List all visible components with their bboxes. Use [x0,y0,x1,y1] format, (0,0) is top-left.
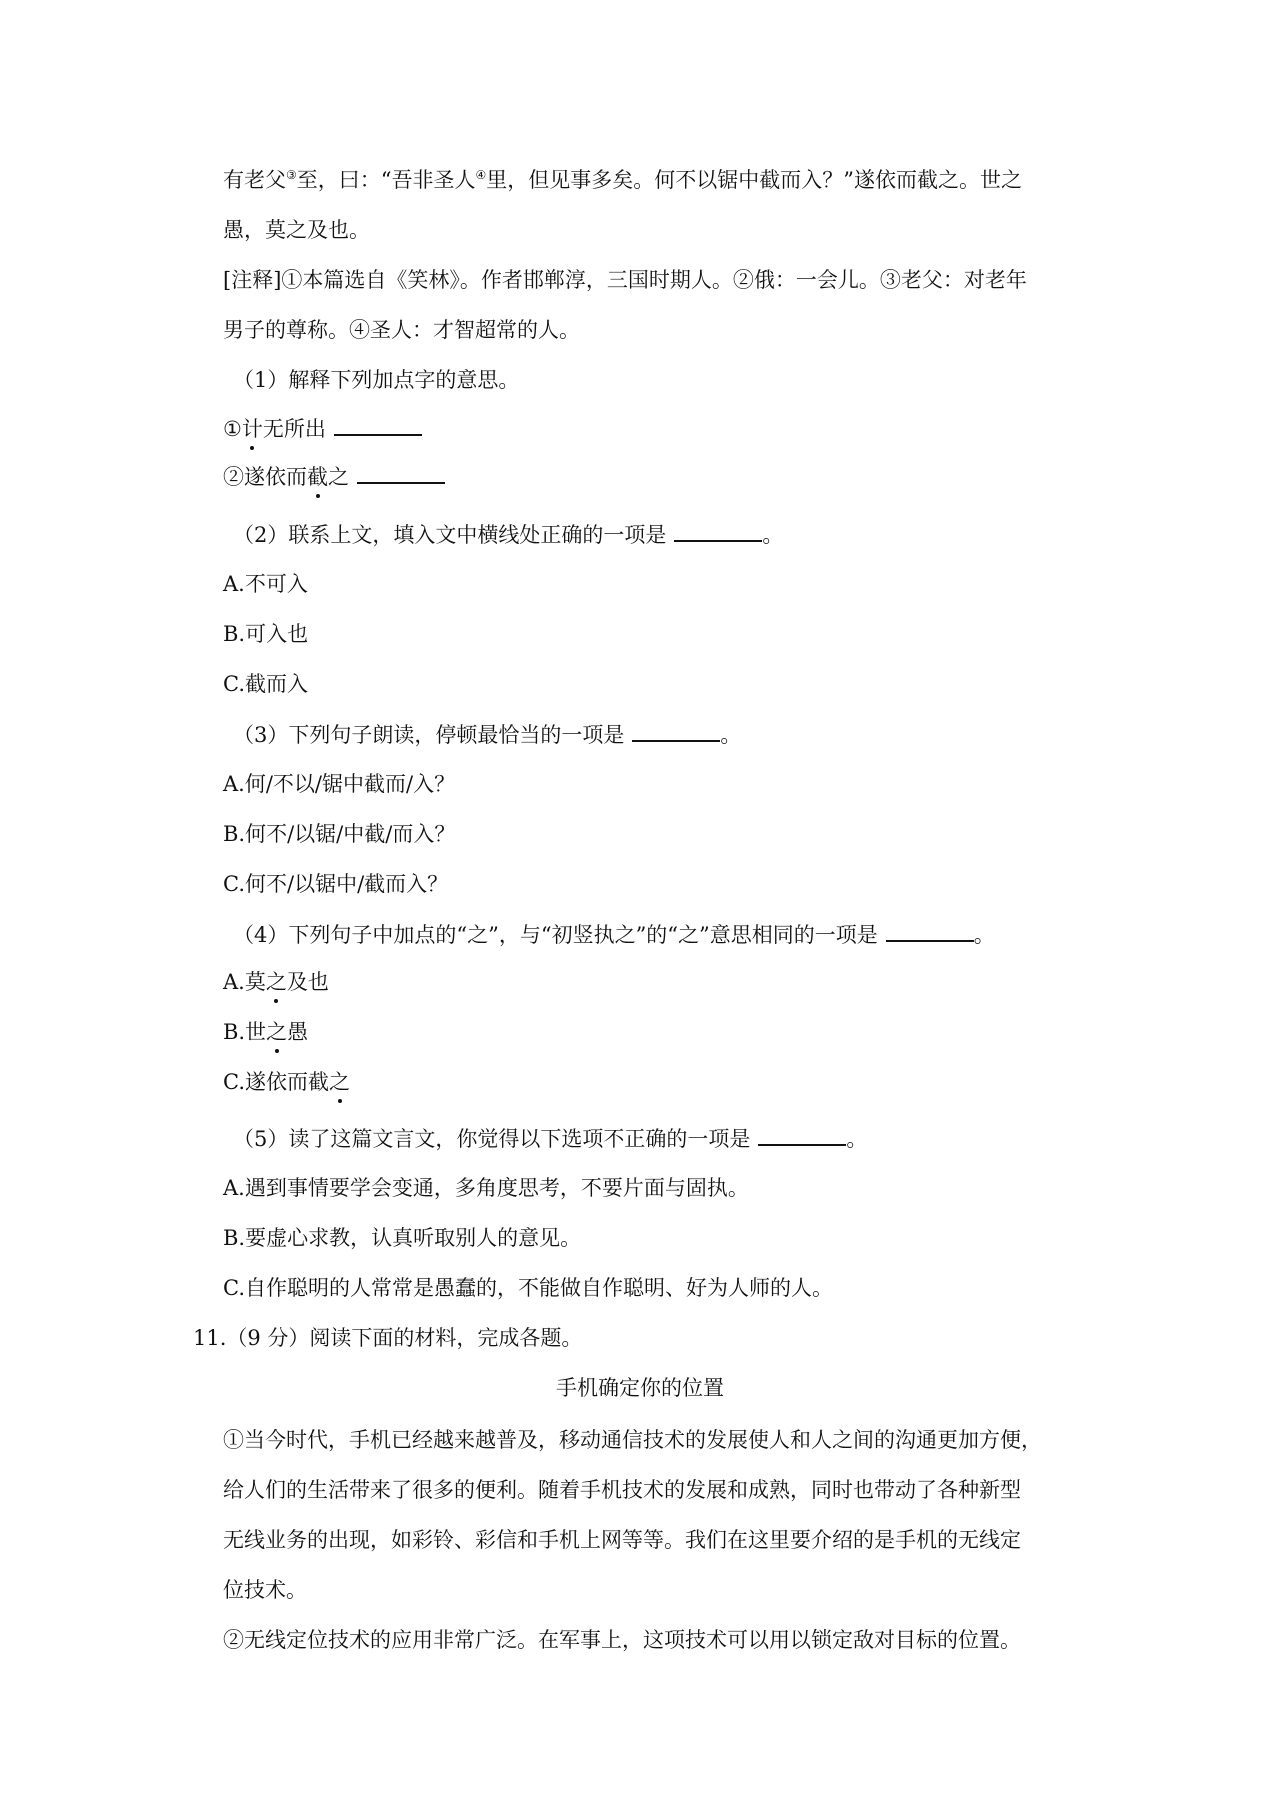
q1-item-1 [223,414,422,443]
footnote-marker: ④ [475,168,487,182]
q5-option-a: A.遇到事情要学会变通，多角度思考，不要片面与固执。 [223,1176,749,1200]
q5-option-c: C.自作聪明的人常常是愚蠢的，不能做自作聪明、好为人师的人。 [223,1276,833,1300]
q3-option-b: B.何不/以锯/中截/而入？ [223,822,456,846]
q4-option-b [223,1018,308,1046]
q3-option-c: C.何不/以锯中/截而入？ [223,872,449,896]
emphasis-dot-char: 之 [329,1070,350,1094]
q4-stem-text: （4）下列句子中加点的“之”，与“初竖执之”的“之”意思相同的一项是 [233,923,878,947]
emphasis-dot-char: 截 [307,465,328,489]
q4-option-b-post: 愚 [287,1020,309,1044]
passage-line-2: 愚，莫之及也。 [223,218,370,242]
answer-blank[interactable] [674,520,762,542]
q2-stem-text: （2）联系上文，填入文中横线处正确的一项是 [233,523,667,547]
q4-option-c [223,1068,350,1096]
q2-option-c: C.截而入 [223,672,308,696]
q1-stem: （1）解释下列加点字的意思。 [233,368,520,392]
article-p1-line-1: ①当今时代，手机已经越来越普及，移动通信技术的发展使人和人之间的沟通更加方便， [223,1428,1042,1452]
q2-option-b: B.可入也 [223,622,309,646]
emphasis-dot-char: 之 [266,1020,288,1044]
q11-header: 11.（9 分）阅读下面的材料，完成各题。 [193,1326,583,1350]
q4-stem [233,920,995,949]
q5-stem [233,1124,867,1153]
q4-option-a-post: 及也 [286,970,329,994]
q1-item-1-pre: ① [223,417,242,441]
emphasis-dot-char: 之 [265,970,287,994]
answer-blank[interactable] [334,414,422,436]
passage-text: 里，但见事多矣。何不以锯中截而入？”遂依而截之。世之 [486,168,1023,192]
article-p1-line-4: 位技术。 [223,1578,307,1602]
q5-stem-end: 。 [846,1127,868,1151]
footnote-marker: ③ [286,168,297,182]
q4-option-a [223,968,329,996]
q1-item-1-post: 无所出 [262,417,326,441]
article-p2-line-1: ②无线定位技术的应用非常广泛。在军事上，这项技术可以用以锁定敌对目标的位置。 [223,1628,1021,1652]
emphasis-dot-char: 计 [241,417,263,441]
q3-stem [233,720,741,749]
q3-option-a: A.何/不以/锯中截而/入？ [223,772,456,796]
q5-option-b: B.要虚心求教，认真听取别人的意见。 [223,1226,582,1250]
annotation-line-2: 男子的尊称。④圣人：才智超常的人。 [223,318,580,342]
q2-stem [233,520,783,549]
answer-blank[interactable] [357,462,445,484]
answer-blank[interactable] [886,920,974,942]
q4-option-b-pre: B.世 [223,1020,267,1044]
article-p1-line-3: 无线业务的出现，如彩铃、彩信和手机上网等等。我们在这里要介绍的是手机的无线定 [223,1528,1021,1552]
q4-option-c-pre: C.遂依而截 [223,1070,329,1094]
q2-option-a: A.不可入 [223,572,308,596]
passage-text: 有老父 [223,168,286,192]
passage-line-1 [223,166,1022,194]
q5-stem-text: （5）读了这篇文言文，你觉得以下选项不正确的一项是 [233,1127,751,1151]
q3-stem-text: （3）下列句子朗读，停顿最恰当的一项是 [233,723,625,747]
q2-stem-end: 。 [762,523,784,547]
q1-item-2-pre: ②遂依而 [223,465,307,489]
article-p1-line-2: 给人们的生活带来了很多的便利。随着手机技术的发展和成熟，同时也带动了各种新型 [223,1478,1021,1502]
q4-option-a-pre: A.莫 [223,970,266,994]
article-title: 手机确定你的位置 [556,1376,724,1400]
passage-text: 至，曰：“吾非圣人 [296,168,476,192]
q1-item-2 [223,462,445,491]
q3-stem-end: 。 [720,723,742,747]
q4-stem-end: 。 [973,923,995,947]
answer-blank[interactable] [632,720,720,742]
q1-item-2-post: 之 [328,465,349,489]
answer-blank[interactable] [758,1124,846,1146]
annotation-line-1: [注释]①本篇选自《笑林》。作者邯郸淳，三国时期人。②俄：一会儿。③老父：对老年 [223,268,1027,292]
